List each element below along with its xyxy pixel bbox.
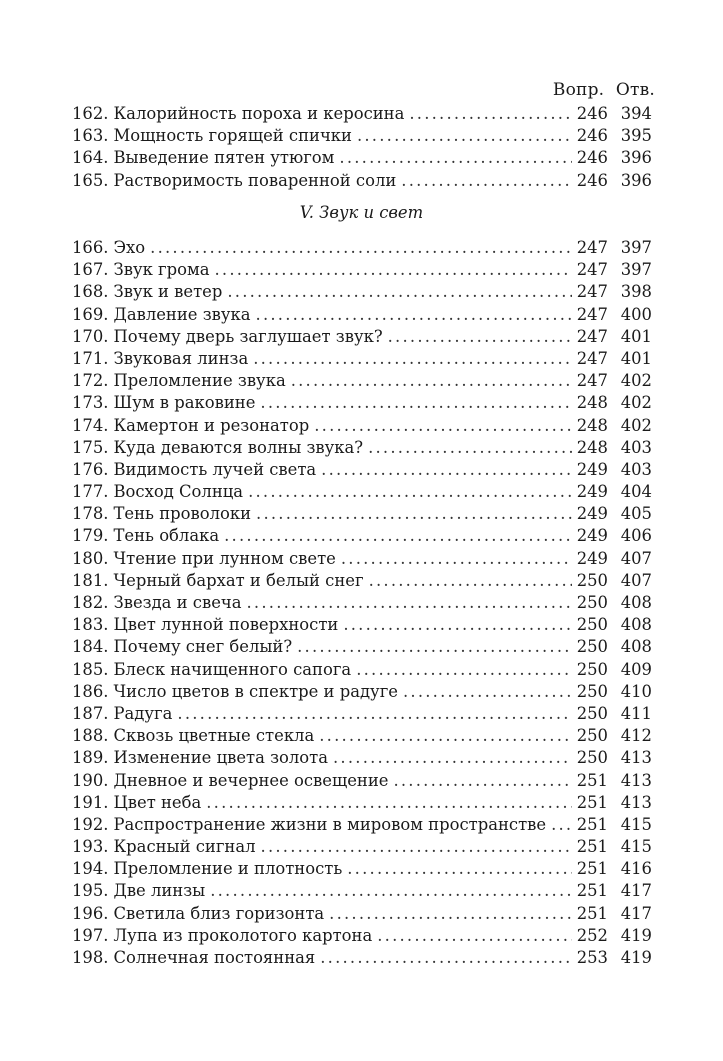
- question-page: 251: [576, 770, 608, 790]
- entry-number: 183.: [72, 615, 109, 635]
- answer-page: 412: [620, 726, 652, 746]
- dot-leader: [248, 481, 572, 503]
- question-page: 252: [576, 925, 608, 945]
- entry-number: 192.: [72, 814, 109, 834]
- entry-number: 167.: [72, 260, 109, 280]
- entry-title: Почему дверь заглушает звук?: [113, 326, 383, 346]
- question-page: 253: [576, 948, 608, 967]
- answer-page: 397: [620, 260, 652, 280]
- dot-leader: [224, 525, 572, 547]
- question-page: 249: [576, 459, 608, 479]
- entry-number: 187.: [72, 703, 109, 723]
- question-page: 246: [576, 148, 608, 168]
- entry-title: Число цветов в спектре и радуге: [113, 681, 398, 701]
- question-page: 248: [576, 415, 608, 435]
- answers-column-label: Отв.: [615, 80, 655, 100]
- toc-entry: [72, 147, 652, 169]
- entry-number: 198.: [72, 948, 109, 967]
- dot-leader: [388, 326, 572, 348]
- question-page: 250: [576, 637, 608, 657]
- question-page: 250: [576, 681, 608, 701]
- answer-page: 410: [620, 681, 652, 701]
- entry-number: 195.: [72, 881, 109, 901]
- answer-page: 413: [620, 792, 652, 812]
- answer-page: 404: [620, 482, 652, 502]
- answer-page: 417: [620, 881, 652, 901]
- toc-entry: [72, 415, 652, 437]
- dot-leader: [314, 415, 572, 437]
- dot-leader: [369, 570, 572, 592]
- question-page: 249: [576, 526, 608, 546]
- dot-leader: [333, 747, 572, 769]
- answer-page: 417: [620, 903, 652, 923]
- entry-number: 196.: [72, 903, 109, 923]
- answer-page: 419: [620, 948, 652, 967]
- entry-title: Растворимость поваренной соли: [113, 170, 397, 190]
- entry-number: 164.: [72, 148, 109, 168]
- toc-entry: [72, 570, 652, 592]
- entry-number: 184.: [72, 637, 109, 657]
- answer-page: 402: [620, 371, 652, 391]
- toc-entry: [72, 592, 652, 614]
- column-header: [553, 80, 655, 100]
- question-page: 247: [576, 348, 608, 368]
- dot-leader: [403, 681, 572, 703]
- dot-leader: [261, 836, 572, 858]
- toc-entry: [72, 481, 652, 503]
- answer-page: 408: [620, 615, 652, 635]
- dot-leader: [247, 592, 572, 614]
- answer-page: 395: [620, 126, 652, 146]
- question-page: 248: [576, 437, 608, 457]
- toc-entry: [72, 237, 652, 259]
- dot-leader: [321, 459, 572, 481]
- entry-title: Звуковая линза: [113, 348, 249, 368]
- answer-page: 416: [620, 859, 652, 879]
- entry-number: 176.: [72, 459, 109, 479]
- question-page: 247: [576, 282, 608, 302]
- entry-title: Звук грома: [113, 260, 210, 280]
- answer-page: 408: [620, 637, 652, 657]
- answer-page: 396: [620, 148, 652, 168]
- toc-entry: [72, 392, 652, 414]
- entry-number: 173.: [72, 393, 109, 413]
- answer-page: 419: [620, 925, 652, 945]
- entry-title: Черный бархат и белый снег: [113, 570, 364, 590]
- answer-page: 394: [620, 104, 652, 123]
- answer-page: 411: [620, 703, 652, 723]
- section-title: V. Звук и свет: [299, 203, 424, 222]
- entry-title: Цвет неба: [113, 792, 202, 812]
- entry-title: Блеск начищенного сапога: [113, 659, 352, 679]
- answer-page: 415: [620, 814, 652, 834]
- entry-number: 182.: [72, 593, 109, 612]
- toc-entry: [72, 459, 652, 481]
- entry-number: 175.: [72, 437, 109, 457]
- entry-number: 197.: [72, 925, 109, 945]
- questions-column-label: Вопр.: [552, 80, 605, 100]
- entry-title: Две линзы: [113, 881, 206, 901]
- entry-number: 179.: [72, 526, 109, 546]
- toc-entry: [72, 370, 652, 392]
- dot-leader: [343, 614, 572, 636]
- dot-leader: [401, 170, 572, 192]
- entry-title: Выведение пятен утюгом: [113, 148, 335, 168]
- entry-title: Восход Солнца: [113, 482, 244, 502]
- question-page: 247: [576, 304, 608, 324]
- question-page: 246: [576, 126, 608, 146]
- entry-title: Мощность горящей спички: [113, 126, 352, 146]
- dot-leader: [393, 770, 572, 792]
- entry-title: Распространение жизни в мировом пространстве: [113, 814, 547, 834]
- dot-leader: [320, 947, 572, 969]
- answer-page: 402: [620, 415, 652, 435]
- question-page: 250: [576, 570, 608, 590]
- answer-page: 403: [620, 459, 652, 479]
- question-page: 247: [576, 260, 608, 280]
- question-page: 247: [576, 371, 608, 391]
- question-page: 251: [576, 859, 608, 879]
- dot-leader: [256, 304, 572, 326]
- entry-title: Преломление звука: [113, 371, 286, 391]
- dot-leader: [377, 925, 572, 947]
- entry-number: 181.: [72, 570, 109, 590]
- toc-entry: [72, 703, 652, 725]
- question-page: 251: [576, 792, 608, 812]
- dot-leader: [357, 125, 572, 147]
- toc-entry: [72, 281, 652, 303]
- question-page: 250: [576, 748, 608, 768]
- toc-entry: [72, 659, 652, 681]
- dot-leader: [227, 281, 572, 303]
- dot-leader: [329, 903, 572, 925]
- entry-number: 180.: [72, 548, 109, 568]
- dot-leader: [319, 725, 572, 747]
- toc-entry: [72, 170, 652, 192]
- dot-leader: [210, 880, 572, 902]
- entry-number: 188.: [72, 726, 109, 746]
- entry-title: Радуга: [113, 703, 173, 723]
- entry-number: 190.: [72, 770, 109, 790]
- answer-page: 397: [620, 238, 652, 257]
- answer-page: 406: [620, 526, 652, 546]
- dot-leader: [256, 503, 572, 525]
- answer-page: 413: [620, 748, 652, 768]
- dot-leader: [260, 392, 572, 414]
- toc-entry: [72, 548, 652, 570]
- entry-number: 189.: [72, 748, 109, 768]
- dot-leader: [253, 348, 572, 370]
- entry-number: 178.: [72, 504, 109, 524]
- dot-leader: [339, 147, 572, 169]
- entry-number: 172.: [72, 371, 109, 391]
- toc-entry: [72, 103, 652, 125]
- answer-page: 396: [620, 170, 652, 190]
- toc-entry: [72, 770, 652, 792]
- dot-leader: [341, 548, 572, 570]
- question-page: 251: [576, 814, 608, 834]
- dot-leader: [215, 259, 572, 281]
- answer-page: 400: [620, 304, 652, 324]
- toc-entry: [72, 503, 652, 525]
- answer-page: 403: [620, 437, 652, 457]
- toc-block-heat: [72, 103, 652, 192]
- question-page: 251: [576, 837, 608, 857]
- entry-title: Куда деваются волны звука?: [113, 437, 364, 457]
- question-page: 250: [576, 703, 608, 723]
- toc-entry: [72, 725, 652, 747]
- toc-entry: [72, 925, 652, 947]
- entry-number: 171.: [72, 348, 109, 368]
- question-page: 247: [576, 238, 608, 257]
- toc-entry: [72, 636, 652, 658]
- entry-title: Изменение цвета золота: [113, 748, 329, 768]
- answer-page: 402: [620, 393, 652, 413]
- toc-entry: [72, 525, 652, 547]
- entry-title: Тень проволоки: [113, 504, 252, 524]
- toc-entry: [72, 614, 652, 636]
- toc-entry: [72, 437, 652, 459]
- toc-entry: [72, 836, 652, 858]
- toc-entry: [72, 259, 652, 281]
- entry-title: Давление звука: [113, 304, 251, 324]
- answer-page: 401: [620, 326, 652, 346]
- answer-page: 405: [620, 504, 652, 524]
- entry-number: 193.: [72, 837, 109, 857]
- toc-entry: [72, 681, 652, 703]
- dot-leader: [409, 103, 572, 125]
- answer-page: 415: [620, 837, 652, 857]
- entry-title: Преломление и плотность: [113, 859, 343, 879]
- entry-number: 169.: [72, 304, 109, 324]
- answer-page: 398: [620, 282, 652, 302]
- dot-leader: [206, 792, 572, 814]
- entry-title: Эхо: [113, 238, 146, 257]
- entry-title: Дневное и вечернее освещение: [113, 770, 389, 790]
- toc-entry: [72, 326, 652, 348]
- toc-entry: [72, 814, 652, 836]
- dot-leader: [150, 237, 572, 259]
- entry-number: 177.: [72, 482, 109, 502]
- answer-page: 407: [620, 570, 652, 590]
- answer-page: 409: [620, 659, 652, 679]
- entry-number: 165.: [72, 170, 109, 190]
- toc-entry: [72, 747, 652, 769]
- dot-leader: [177, 703, 572, 725]
- entry-number: 191.: [72, 792, 109, 812]
- answer-page: 413: [620, 770, 652, 790]
- entry-title: Тень облака: [113, 526, 220, 546]
- entry-number: 163.: [72, 126, 109, 146]
- question-page: 251: [576, 881, 608, 901]
- dot-leader: [551, 814, 572, 836]
- entry-title: Шум в раковине: [113, 393, 256, 413]
- dot-leader: [291, 370, 572, 392]
- entry-title: Звук и ветер: [113, 282, 223, 302]
- entry-title: Лупа из проколотого картона: [113, 925, 373, 945]
- question-page: 250: [576, 659, 608, 679]
- dot-leader: [297, 636, 572, 658]
- entry-number: 170.: [72, 326, 109, 346]
- entry-number: 162.: [72, 104, 109, 123]
- toc-entry: [72, 304, 652, 326]
- toc-entry: [72, 792, 652, 814]
- toc-entry: [72, 348, 652, 370]
- question-page: 251: [576, 903, 608, 923]
- question-page: 249: [576, 548, 608, 568]
- question-page: 246: [576, 104, 608, 123]
- toc-entry: [72, 880, 652, 902]
- entry-title: Почему снег белый?: [113, 637, 293, 657]
- entry-title: Видимость лучей света: [113, 459, 317, 479]
- question-page: 246: [576, 170, 608, 190]
- entry-number: 185.: [72, 659, 109, 679]
- answer-page: 401: [620, 348, 652, 368]
- entry-number: 174.: [72, 415, 109, 435]
- entry-title: Светила близ горизонта: [113, 903, 325, 923]
- entry-number: 166.: [72, 238, 109, 257]
- entry-title: Чтение при лунном свете: [113, 548, 336, 568]
- entry-title: Сквозь цветные стекла: [113, 726, 315, 746]
- question-page: 249: [576, 504, 608, 524]
- entry-number: 168.: [72, 282, 109, 302]
- answer-page: 408: [620, 593, 652, 612]
- answer-page: 407: [620, 548, 652, 568]
- question-page: 250: [576, 615, 608, 635]
- question-page: 248: [576, 393, 608, 413]
- entry-title: Звезда и свеча: [113, 593, 242, 612]
- entry-number: 194.: [72, 859, 109, 879]
- entry-title: Красный сигнал: [113, 837, 256, 857]
- entry-number: 186.: [72, 681, 109, 701]
- entry-title: Солнечная постоянная: [113, 948, 316, 967]
- toc-entry: [72, 903, 652, 925]
- entry-title: Калорийность пороха и керосина: [113, 104, 405, 123]
- toc-entry: [72, 858, 652, 880]
- dot-leader: [368, 437, 572, 459]
- entry-title: Цвет лунной поверхности: [113, 615, 339, 635]
- dot-leader: [356, 659, 572, 681]
- question-page: 247: [576, 326, 608, 346]
- toc-block-sound-light: [72, 237, 652, 969]
- toc-entry: [72, 125, 652, 147]
- dot-leader: [347, 858, 572, 880]
- question-page: 250: [576, 726, 608, 746]
- toc-entry: [72, 947, 652, 969]
- question-page: 250: [576, 593, 608, 612]
- question-page: 249: [576, 482, 608, 502]
- entry-title: Камертон и резонатор: [113, 415, 310, 435]
